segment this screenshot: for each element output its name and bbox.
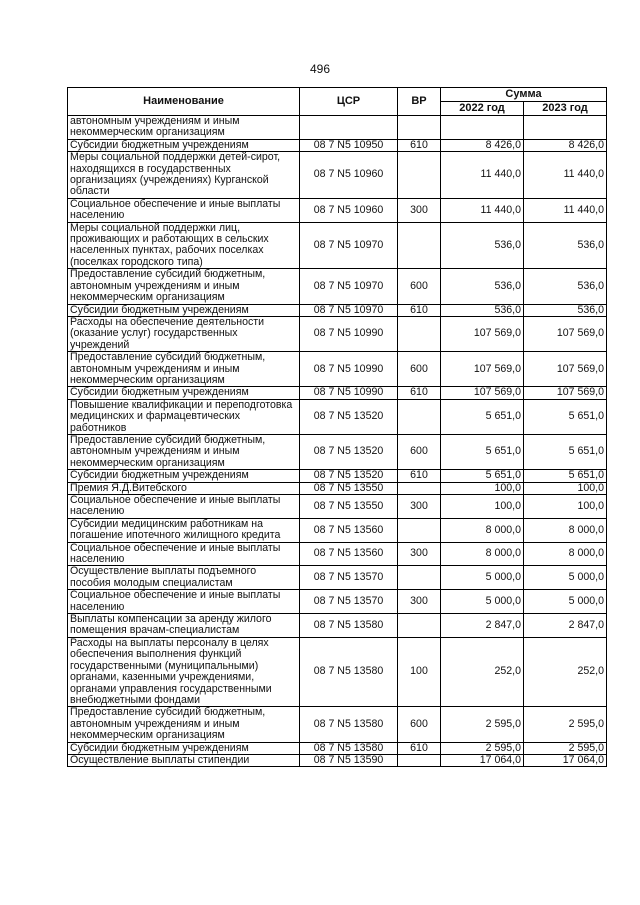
table-row [68,399,607,434]
row-csr-cell: 08 7 N5 13560 [300,518,398,542]
row-name-cell: Премия Я.Д.Витебского [68,482,300,494]
row-vr-cell: 600 [398,269,441,304]
table-row [68,518,607,542]
row-vr-cell: 600 [398,707,441,742]
row-sum-2022-cell: 252,0 [441,637,524,706]
table-row [68,304,607,316]
row-vr-cell: 300 [398,198,441,222]
row-csr-cell: 08 7 N5 10970 [300,222,398,269]
table-row [68,116,607,140]
row-sum-2022-cell: 8 000,0 [441,518,524,542]
row-sum-2022-cell: 2 595,0 [441,742,524,754]
row-vr-cell [398,518,441,542]
row-sum-2022-cell: 536,0 [441,222,524,269]
row-vr-cell: 610 [398,742,441,754]
row-sum-2023-cell: 107 569,0 [524,316,607,351]
row-vr-cell: 600 [398,434,441,469]
row-vr-cell: 300 [398,542,441,566]
row-sum-2022-cell: 5 651,0 [441,470,524,482]
row-name-cell: Выплаты компенсации за аренду жилого помещения врачам-специалистам [68,614,300,638]
page-number: 496 [309,62,331,76]
row-sum-2023-cell: 100,0 [524,495,607,519]
row-csr-cell: 08 7 N5 13570 [300,590,398,614]
row-sum-2023-cell: 536,0 [524,269,607,304]
table-row [68,590,607,614]
row-sum-2022-cell: 8 426,0 [441,139,524,151]
table-body [68,116,607,767]
row-name-cell: Субсидии бюджетным учреждениям [68,470,300,482]
row-sum-2023-cell: 5 651,0 [524,470,607,482]
row-csr-cell: 08 7 N5 13550 [300,482,398,494]
row-csr-cell: 08 7 N5 10950 [300,139,398,151]
row-sum-2022-cell: 107 569,0 [441,316,524,351]
row-sum-2023-cell: 8 426,0 [524,139,607,151]
row-sum-2023-cell: 5 000,0 [524,566,607,590]
table-row [68,387,607,399]
row-name-cell: Предоставление субсидий бюджетным, автономным учреждениям и иным некоммерческим организациям [68,269,300,304]
row-name-cell: Социальное обеспечение и иные выплаты населению [68,495,300,519]
row-sum-2022-cell: 17 064,0 [441,754,524,766]
row-name-cell: Осуществление выплаты стипендии [68,754,300,766]
table-row [68,198,607,222]
row-name-cell: Расходы на обеспечение деятельности (оказание услуг) государственных учреждений [68,316,300,351]
row-vr-cell: 300 [398,495,441,519]
row-sum-2023-cell: 8 000,0 [524,518,607,542]
row-sum-2022-cell: 5 000,0 [441,590,524,614]
table-row [68,707,607,742]
row-sum-2022-cell: 100,0 [441,495,524,519]
row-sum-2023-cell: 5 000,0 [524,590,607,614]
row-sum-2022-cell: 107 569,0 [441,387,524,399]
row-vr-cell [398,566,441,590]
row-sum-2023-cell: 2 847,0 [524,614,607,638]
table-row [68,566,607,590]
row-sum-2023-cell: 2 595,0 [524,742,607,754]
row-name-cell: Социальное обеспечение и иные выплаты населению [68,542,300,566]
row-vr-cell: 610 [398,139,441,151]
row-csr-cell: 08 7 N5 13550 [300,495,398,519]
row-csr-cell: 08 7 N5 10990 [300,387,398,399]
row-name-cell: Субсидии бюджетным учреждениям [68,742,300,754]
row-sum-2022-cell: 536,0 [441,304,524,316]
row-name-cell: Субсидии бюджетным учреждениям [68,304,300,316]
header-year-2022: 2022 год [441,102,524,116]
header-year-2023: 2023 год [524,102,607,116]
row-name-cell: Субсидии медицинским работникам на погашение ипотечного жилищного кредита [68,518,300,542]
row-sum-2022-cell: 2 595,0 [441,707,524,742]
row-sum-2023-cell: 252,0 [524,637,607,706]
row-sum-2022-cell [441,116,524,140]
table-row [68,434,607,469]
row-vr-cell: 610 [398,304,441,316]
row-csr-cell: 08 7 N5 13580 [300,742,398,754]
row-csr-cell: 08 7 N5 10990 [300,352,398,387]
row-sum-2023-cell: 11 440,0 [524,152,607,199]
row-csr-cell: 08 7 N5 13580 [300,614,398,638]
header-csr: ЦСР [300,88,398,116]
row-csr-cell: 08 7 N5 13580 [300,637,398,706]
row-sum-2022-cell: 11 440,0 [441,198,524,222]
table-row [68,742,607,754]
row-name-cell: Меры социальной поддержки детей-сирот, находящихся в государственных организациях (учреждениях) Курганской области [68,152,300,199]
row-sum-2023-cell: 5 651,0 [524,434,607,469]
row-sum-2023-cell: 107 569,0 [524,352,607,387]
row-vr-cell [398,152,441,199]
row-sum-2023-cell: 100,0 [524,482,607,494]
row-csr-cell: 08 7 N5 13570 [300,566,398,590]
row-sum-2022-cell: 107 569,0 [441,352,524,387]
row-sum-2023-cell: 107 569,0 [524,387,607,399]
table-row [68,637,607,706]
row-sum-2023-cell: 8 000,0 [524,542,607,566]
row-csr-cell: 08 7 N5 10970 [300,269,398,304]
row-csr-cell: 08 7 N5 13520 [300,434,398,469]
row-vr-cell: 600 [398,352,441,387]
row-vr-cell [398,222,441,269]
row-sum-2022-cell: 5 651,0 [441,434,524,469]
row-sum-2023-cell: 5 651,0 [524,399,607,434]
row-name-cell: Расходы на выплаты персоналу в целях обеспечения выполнения функций государственными (муниципальными) органами, казенными учреждениями, органами управления государственными внебюджетными фондами [68,637,300,706]
row-sum-2022-cell: 11 440,0 [441,152,524,199]
row-vr-cell: 610 [398,387,441,399]
row-name-cell: Повышение квалификации и переподготовка медицинских и фармацевтических работников [68,399,300,434]
row-name-cell: Предоставление субсидий бюджетным, автономным учреждениям и иным некоммерческим организациям [68,352,300,387]
row-sum-2023-cell: 2 595,0 [524,707,607,742]
row-name-cell: Осуществление выплаты подъемного пособия молодым специалистам [68,566,300,590]
row-name-cell: Предоставление субсидий бюджетным, автономным учреждениям и иным некоммерческим организациям [68,434,300,469]
row-vr-cell: 610 [398,470,441,482]
header-name: Наименование [68,88,300,116]
row-name-cell: автономным учреждениям и иным некоммерческим организациям [68,116,300,140]
row-csr-cell: 08 7 N5 13590 [300,754,398,766]
row-csr-cell: 08 7 N5 13580 [300,707,398,742]
table-row [68,754,607,766]
row-csr-cell: 08 7 N5 10960 [300,152,398,199]
row-sum-2023-cell: 536,0 [524,222,607,269]
row-csr-cell: 08 7 N5 13520 [300,399,398,434]
table-row [68,316,607,351]
table-row [68,152,607,199]
row-sum-2022-cell: 2 847,0 [441,614,524,638]
table-row [68,542,607,566]
row-vr-cell [398,316,441,351]
row-sum-2022-cell: 536,0 [441,269,524,304]
row-csr-cell: 08 7 N5 10970 [300,304,398,316]
header-vr: ВР [398,88,441,116]
row-name-cell: Социальное обеспечение и иные выплаты населению [68,590,300,614]
header-sum: Сумма [441,88,607,102]
row-vr-cell [398,399,441,434]
row-sum-2023-cell: 536,0 [524,304,607,316]
row-name-cell: Субсидии бюджетным учреждениям [68,139,300,151]
row-vr-cell: 100 [398,637,441,706]
table-row [68,352,607,387]
row-vr-cell [398,754,441,766]
table-row [68,139,607,151]
row-csr-cell [300,116,398,140]
row-name-cell: Социальное обеспечение и иные выплаты населению [68,198,300,222]
row-vr-cell [398,614,441,638]
table-row [68,614,607,638]
row-vr-cell: 300 [398,590,441,614]
row-name-cell: Субсидии бюджетным учреждениям [68,387,300,399]
row-vr-cell [398,116,441,140]
row-sum-2022-cell: 100,0 [441,482,524,494]
budget-table [67,87,607,767]
row-csr-cell: 08 7 N5 10990 [300,316,398,351]
table-row [68,222,607,269]
row-csr-cell: 08 7 N5 13520 [300,470,398,482]
row-csr-cell: 08 7 N5 10960 [300,198,398,222]
row-sum-2022-cell: 5 651,0 [441,399,524,434]
table-row [68,470,607,482]
table-row [68,269,607,304]
row-vr-cell [398,482,441,494]
row-sum-2022-cell: 8 000,0 [441,542,524,566]
row-sum-2022-cell: 5 000,0 [441,566,524,590]
row-sum-2023-cell: 17 064,0 [524,754,607,766]
table-row [68,482,607,494]
table-row [68,495,607,519]
row-sum-2023-cell: 11 440,0 [524,198,607,222]
row-name-cell: Меры социальной поддержки лиц, проживающих и работающих в сельских населенных пунктах, рабочих поселках (поселках городского типа) [68,222,300,269]
row-sum-2023-cell [524,116,607,140]
row-csr-cell: 08 7 N5 13560 [300,542,398,566]
row-name-cell: Предоставление субсидий бюджетным, автономным учреждениям и иным некоммерческим организациям [68,707,300,742]
